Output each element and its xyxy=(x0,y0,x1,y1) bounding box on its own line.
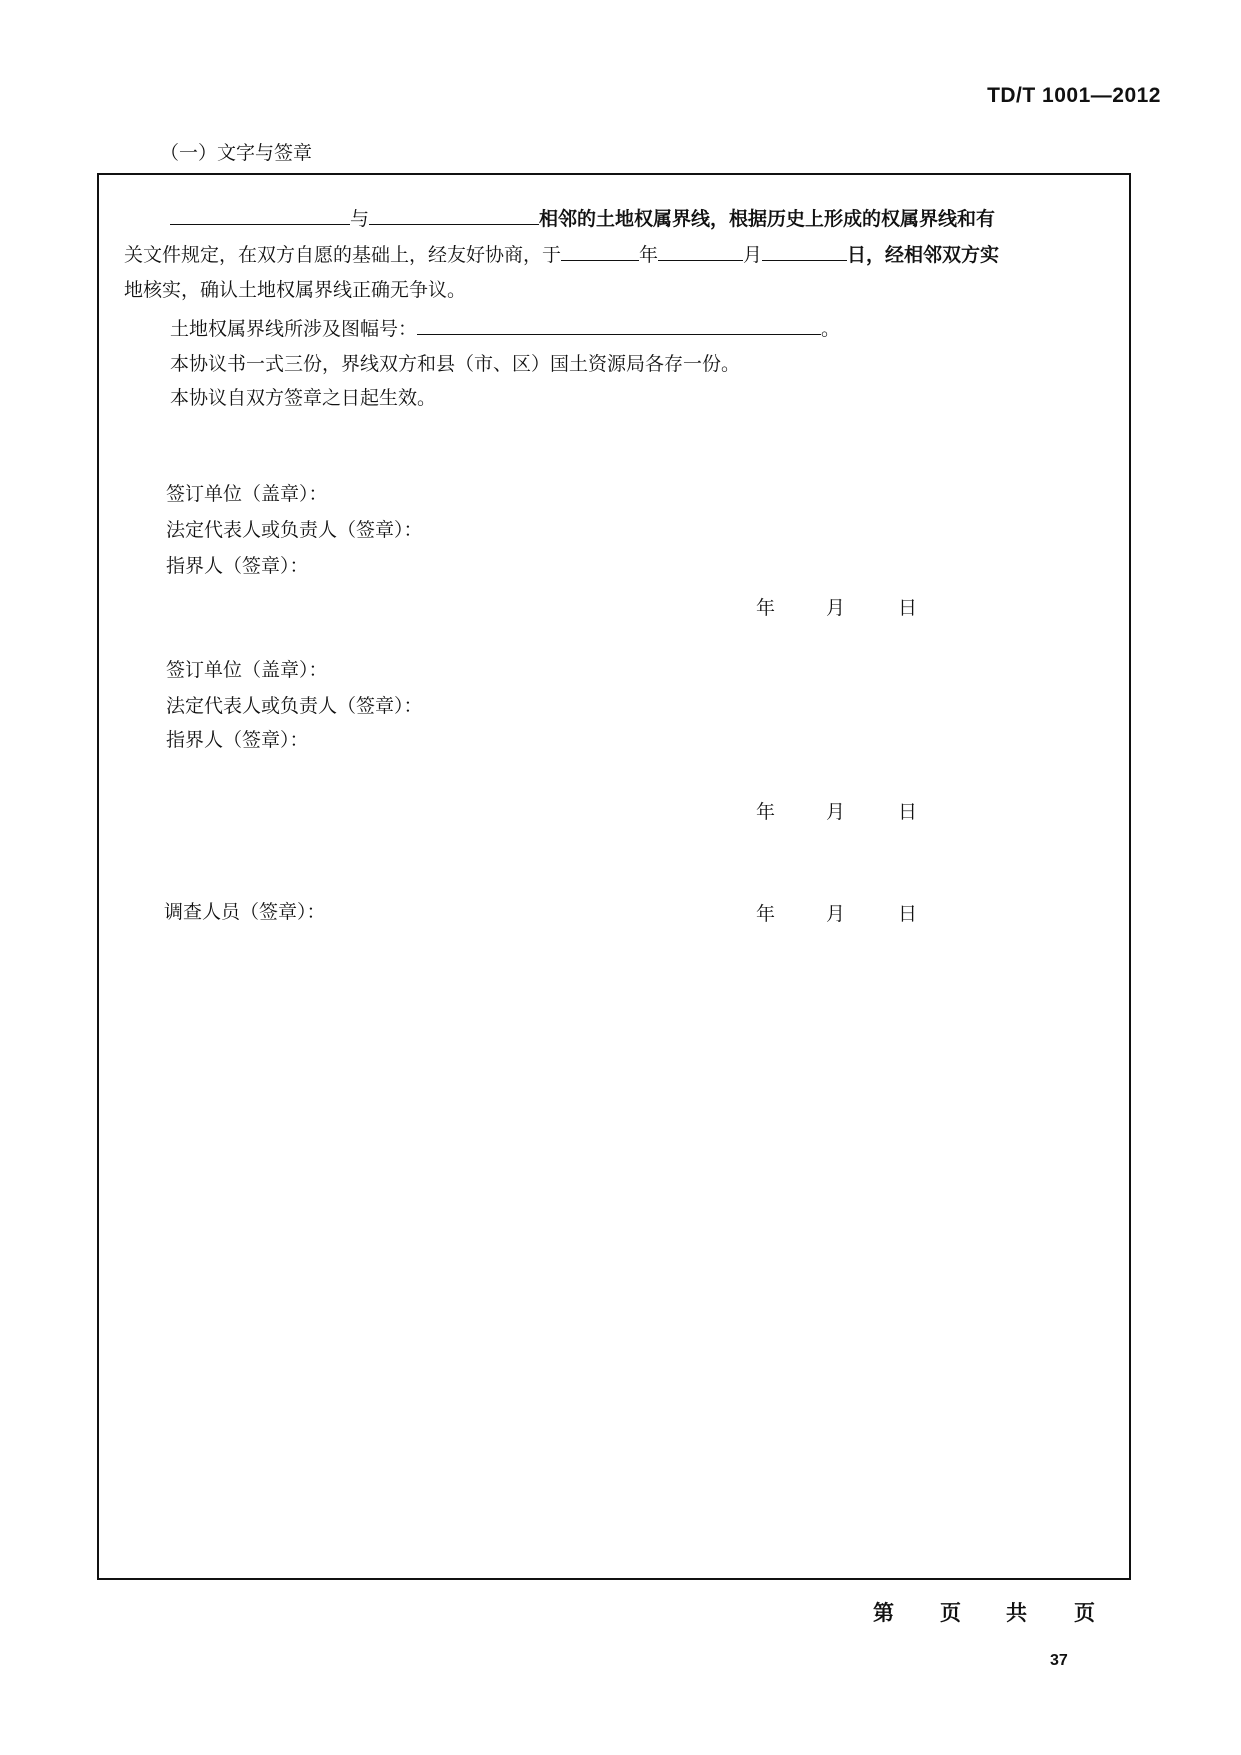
month-blank[interactable] xyxy=(658,238,743,261)
agreement-line-1 xyxy=(170,202,995,235)
surveyor-month: 月 xyxy=(826,903,846,925)
party1-day: 日 xyxy=(898,597,918,619)
surveyor-day: 日 xyxy=(898,903,918,925)
agreement-line-3: 地核实，确认土地权属界线正确无争议。 xyxy=(124,279,467,301)
year-blank[interactable] xyxy=(561,238,639,261)
map-sheet-row xyxy=(170,312,840,345)
page-ye-2: 页 xyxy=(1074,1600,1095,1625)
page-number: 37 xyxy=(1050,1652,1068,1669)
section-title: （一）文字与签章 xyxy=(160,142,313,164)
map-sheet-label: 土地权属界线所涉及图幅号： xyxy=(170,318,418,340)
standard-code: TD/T 1001—2012 xyxy=(987,84,1161,107)
party2-month: 月 xyxy=(826,801,846,823)
day-blank[interactable] xyxy=(762,238,847,261)
agreement-line-2 xyxy=(124,238,999,271)
party1-unit-label: 签订单位（盖章）： xyxy=(166,483,328,505)
party-a-blank[interactable] xyxy=(170,202,350,225)
month-label: 月 xyxy=(743,244,763,266)
party-b-blank[interactable] xyxy=(369,202,539,225)
surveyor-label: 调查人员（签章）： xyxy=(164,901,326,923)
regulation-text: 关文件规定，在双方自愿的基础上，经友好协商，于 xyxy=(124,244,562,266)
map-sheet-blank[interactable] xyxy=(417,312,821,335)
party1-rep-label: 法定代表人或负责人（签章）： xyxy=(166,519,423,541)
surveyor-year: 年 xyxy=(756,903,776,925)
party1-pointer-label: 指界人（签章）： xyxy=(166,555,309,577)
party2-year: 年 xyxy=(756,801,776,823)
party1-month: 月 xyxy=(826,597,846,619)
page-gong: 共 xyxy=(1006,1600,1027,1625)
copies-text: 本协议书一式三份，界线双方和县（市、区）国土资源局各存一份。 xyxy=(170,353,741,375)
party2-day: 日 xyxy=(898,801,918,823)
party2-rep-label: 法定代表人或负责人（签章）： xyxy=(166,695,423,717)
party2-pointer-label: 指界人（签章）： xyxy=(166,729,309,751)
boundary-text: 相邻的土地权属界线，根据历史上形成的权属界线和有 xyxy=(539,208,996,230)
map-sheet-end: 。 xyxy=(821,318,841,340)
year-label: 年 xyxy=(639,244,659,266)
effective-text: 本协议自双方签章之日起生效。 xyxy=(170,387,437,409)
party2-unit-label: 签订单位（盖章）： xyxy=(166,659,328,681)
page-ye-1: 页 xyxy=(940,1600,961,1625)
page-di: 第 xyxy=(873,1600,894,1625)
and-text: 与 xyxy=(350,208,370,230)
verify-text: 日，经相邻双方实 xyxy=(847,244,1000,266)
party1-year: 年 xyxy=(756,597,776,619)
